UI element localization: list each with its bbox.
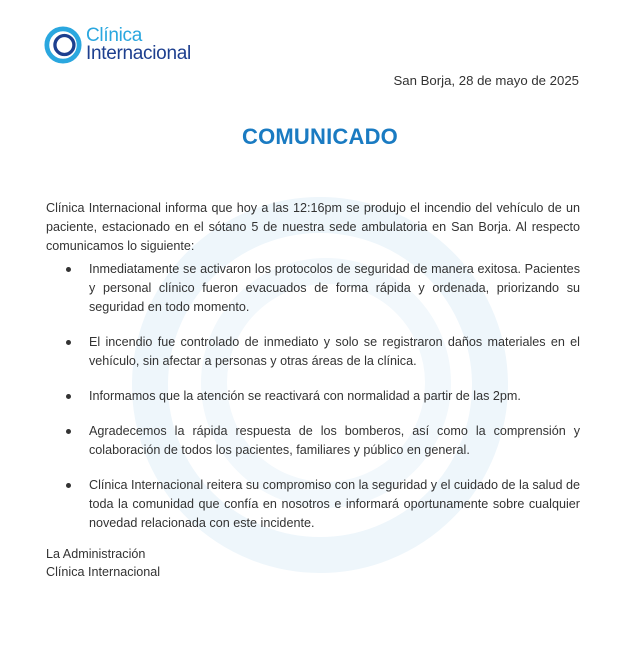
bullet-item [46,387,580,406]
bullet-text: Agradecemos la rápida respuesta de los bomberos, así como la comprensión y colaboración de todos los pacientes, familiares y público en general. [89,424,580,457]
bullet-dot-icon [66,340,71,345]
bullet-item [46,422,580,460]
bullet-text: El incendio fue controlado de inmediato y solo se registraron daños materiales en el vehículo, sin afectar a personas y otras áreas de la clínica. [89,335,580,368]
bullet-item [46,333,580,371]
intro-paragraph: Clínica Internacional informa que hoy a las 12:16pm se produjo el incendio del vehículo de un paciente, estacionado en el sótano 5 de nuestra sede ambulatoria en San Borja. Al respecto comunicamos lo siguiente: [46,200,580,253]
bullet-text: Inmediatamente se activaron los protocolos de seguridad de manera exitosa. Pacientes y personal clínico fueron evacuados de forma rápida y ordenada, priorizando su seguridad en todo momento. [89,262,580,314]
bullet-text: Informamos que la atención se reactivará con normalidad a partir de las 2pm. [89,389,521,403]
signature-line1: La Administración [46,547,146,561]
bullet-item [46,476,580,533]
bullet-dot-icon [66,483,71,488]
document-title: COMUNICADO [242,124,398,149]
logo-text-line2: Internacional [86,43,191,64]
bullet-text: Clínica Internacional reitera su compromiso con la seguridad y el cuidado de la salud de toda la comunidad que confía en nosotros e informará oportunamente sobre cualquier novedad relacionada con este incidente. [89,478,580,530]
bullet-item [46,260,580,317]
bullet-dot-icon [66,429,71,434]
bullet-dot-icon [66,394,71,399]
bullet-dot-icon [66,267,71,272]
document-date: San Borja, 28 de mayo de 2025 [393,73,579,88]
signature-line2: Clínica Internacional [46,565,161,579]
signature-block [46,545,160,581]
bullet-list [46,260,580,549]
logo-text-line1: Clínica [86,25,142,46]
clinica-internacional-logo [44,26,191,64]
clinica-internacional-ring-logo-icon [44,26,82,64]
